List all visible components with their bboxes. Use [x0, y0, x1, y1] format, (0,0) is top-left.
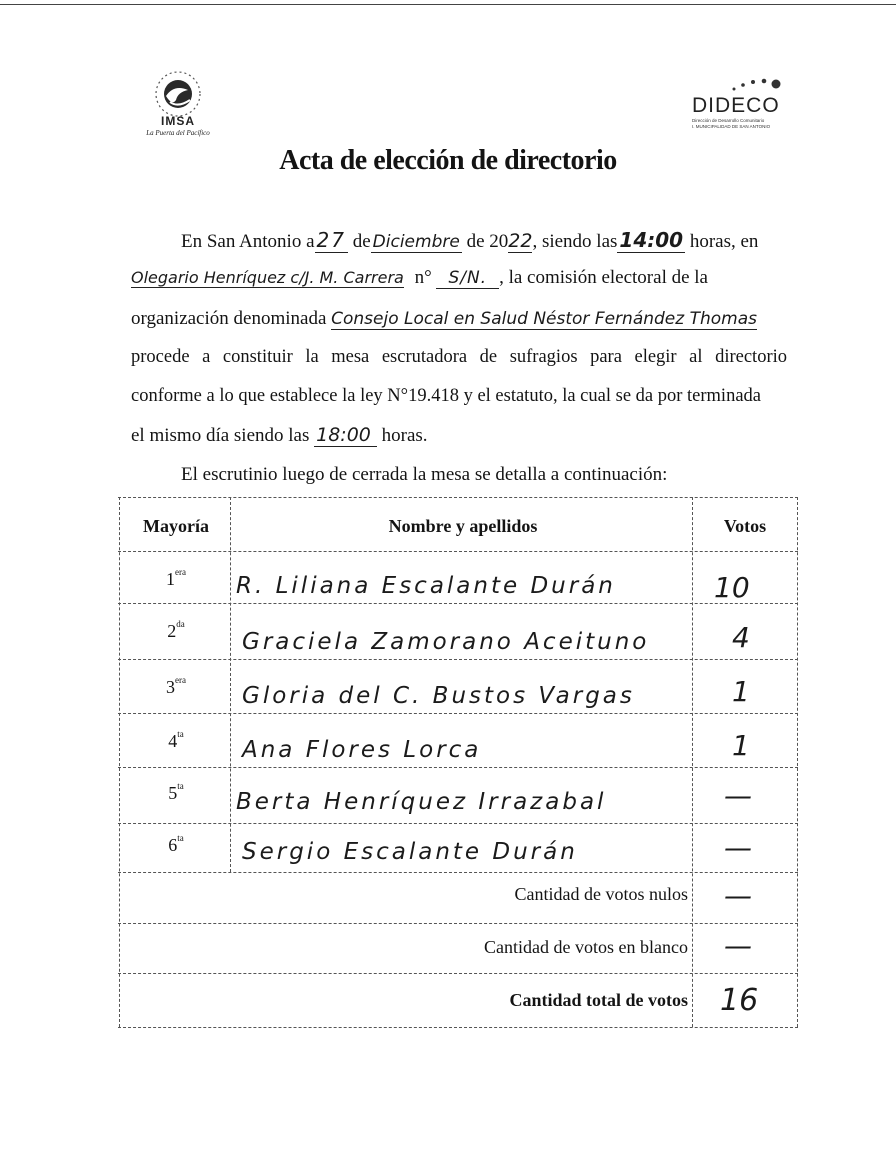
- text-organizacion-denominada: organización denominada: [131, 308, 327, 329]
- table-line: [118, 823, 798, 824]
- paragraph-line-1: En San Antonio a 27 de Diciembre de 2022, siendo las 14:00 horas, en: [181, 228, 759, 252]
- text-de: de: [352, 231, 371, 252]
- ballot-table: [118, 497, 800, 1037]
- handwritten-address: Olegario Henríquez c/J. M. Carrera: [131, 268, 404, 287]
- row-2-rank: $2^{da}$: [167, 619, 185, 641]
- row-5-votes: —: [724, 779, 752, 812]
- header-votos: Votos: [723, 516, 767, 536]
- header-mayoria: Mayoría: [143, 516, 209, 536]
- blank-votes-label: Cantidad de votos en blanco: [484, 937, 688, 957]
- table-line-top: [118, 497, 798, 498]
- row-4-name: Ana Flores Lorca: [242, 737, 482, 763]
- dideco-logo-name: DIDECO: [692, 94, 780, 117]
- row-6-name: Sergio Escalante Durán: [242, 839, 578, 865]
- row-1-name: R. Liliana Escalante Durán: [236, 573, 616, 599]
- paragraph-line-3: [131, 307, 757, 331]
- row-2-votes: 4: [732, 621, 750, 654]
- row-3-name: Gloria del C. Bustos Vargas: [242, 683, 635, 709]
- row-2-name: Graciela Zamorano Aceituno: [242, 629, 650, 655]
- header-nombre: Nombre y apellidos: [388, 516, 538, 536]
- row-3-rank: $3^{era}$: [166, 675, 186, 697]
- imsa-logo-name: IMSA: [161, 114, 195, 128]
- row-6-rank: $6^{ta}$: [168, 833, 184, 855]
- table-line: [118, 767, 798, 768]
- table-line: [118, 551, 798, 552]
- dideco-logo: [688, 72, 798, 136]
- row-1-votes: 10: [714, 571, 750, 604]
- dideco-logo-line1: Dirección de Desarrollo Comunitario: [692, 118, 765, 123]
- table-line: [118, 973, 798, 974]
- text-el-mismo-dia: el mismo día siendo las: [131, 425, 310, 446]
- handwritten-year: 22: [508, 230, 533, 252]
- text-comision-electoral: , la comisión electoral de la: [499, 267, 708, 288]
- handwritten-day: 27: [316, 228, 346, 252]
- table-line-bottom: [118, 1027, 798, 1028]
- dideco-dots-icon: [716, 72, 786, 94]
- paragraph-line-4: procede a constituir la mesa escrutadora de sufragios para elegir al directorio: [131, 347, 787, 367]
- null-votes-label: Cantidad de votos nulos: [514, 884, 688, 904]
- handwritten-month: Diciembre: [372, 232, 460, 252]
- table-line: [118, 603, 798, 604]
- handwritten-organization-name: Consejo Local en Salud Néstor Fernández Thomas: [331, 309, 757, 329]
- top-scan-line: [0, 4, 896, 5]
- table-line: [118, 659, 798, 660]
- dideco-logo-line2: I. MUNICIPALIDAD DE SAN ANTONIO: [692, 124, 771, 129]
- document-title: Acta de elección de directorio: [279, 145, 617, 176]
- total-votes-label: Cantidad total de votos: [509, 990, 688, 1010]
- total-votes-value: 16: [720, 983, 759, 1018]
- blank-votes-value: —: [724, 929, 752, 962]
- table-intro: El escrutinio luego de cerrada la mesa se detalla a continuación:: [181, 464, 668, 485]
- imsa-logo-tagline: La Puerta del Pacífico: [146, 129, 210, 137]
- table-line: [118, 923, 798, 924]
- table-line: [118, 713, 798, 714]
- row-4-rank: $4^{ta}$: [168, 729, 184, 751]
- handwritten-start-hour: 14:00: [619, 228, 684, 252]
- paragraph-line-5: conforme a lo que establece la ley N°19.418 y el estatuto, la cual se da por terminada: [131, 386, 761, 406]
- paragraph-line-6: [131, 423, 428, 448]
- text-horas-en: horas, en: [689, 231, 759, 252]
- handwritten-end-hour: 18:00: [314, 424, 377, 447]
- row-3-votes: 1: [732, 675, 750, 708]
- row-1-rank: $1^{era}$: [166, 567, 186, 589]
- table-divider-2: [692, 497, 693, 1027]
- paragraph-line-2: [131, 266, 708, 290]
- table-line: [118, 872, 798, 873]
- handwritten-number: S/N.: [436, 268, 499, 289]
- text-numero: n°: [414, 267, 432, 288]
- table-border-right: [797, 497, 798, 1027]
- row-5-name: Berta Henríquez Irrazabal: [236, 789, 607, 815]
- text-siendo-las: siendo las: [541, 231, 618, 252]
- imsa-logo: [128, 66, 228, 142]
- text-en-san-antonio: En San Antonio a: [181, 231, 315, 252]
- row-4-votes: 1: [732, 729, 750, 762]
- text-de-20: de 20: [466, 231, 509, 252]
- row-5-rank: $5^{ta}$: [168, 781, 184, 803]
- text-horas: horas.: [381, 425, 428, 446]
- row-6-votes: —: [724, 831, 752, 864]
- null-votes-value: —: [724, 879, 752, 912]
